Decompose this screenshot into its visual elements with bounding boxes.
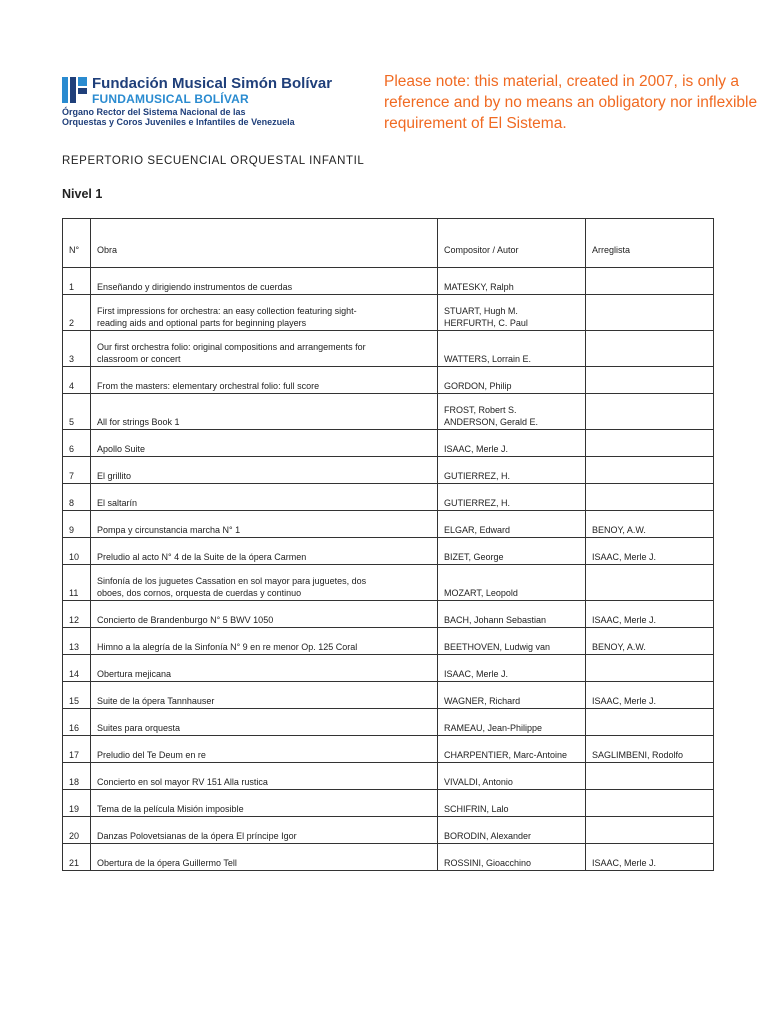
composer: [438, 628, 586, 655]
table-row: [63, 565, 714, 601]
composer-line: GUTIERREZ, H.: [444, 471, 511, 481]
composer: [438, 601, 586, 628]
composer: [438, 817, 586, 844]
composer-line: MOZART, Leopold: [444, 588, 518, 598]
header-arranger: Arreglista: [586, 219, 714, 268]
composer-line: WATTERS, Lorrain E.: [444, 354, 532, 364]
arranger: [586, 484, 714, 511]
organization-logo: [62, 75, 333, 127]
row-number: 10: [63, 538, 91, 565]
row-number: 5: [63, 394, 91, 430]
row-number: 17: [63, 736, 91, 763]
table-row: [63, 844, 714, 871]
table-row: [63, 367, 714, 394]
work-title-line: Pompa y circunstancia marcha N° 1: [97, 525, 241, 535]
work-title-line: Sinfonía de los juguetes Cassation en sol mayor para juguetes, dos: [97, 576, 367, 586]
work-title: [91, 295, 438, 331]
row-number: 18: [63, 763, 91, 790]
row-number: 3: [63, 331, 91, 367]
composer: [438, 682, 586, 709]
row-number: 2: [63, 295, 91, 331]
work-title: [91, 430, 438, 457]
composer: [438, 709, 586, 736]
table-row: [63, 601, 714, 628]
work-title: [91, 709, 438, 736]
work-title: [91, 790, 438, 817]
work-title: [91, 268, 438, 295]
work-title-line: Preludio al acto N° 4 de la Suite de la ópera Carmen: [97, 552, 307, 562]
table-row: [63, 817, 714, 844]
work-title: [91, 484, 438, 511]
table-row: [63, 295, 714, 331]
work-title-line: Obertura de la ópera Guillermo Tell: [97, 858, 237, 868]
table-row: [63, 655, 714, 682]
composer-line: FROST, Robert S.: [444, 405, 517, 415]
work-title: [91, 682, 438, 709]
arranger: [586, 655, 714, 682]
arranger: [586, 295, 714, 331]
table-row: [63, 709, 714, 736]
composer-line: BORODIN, Alexander: [444, 831, 532, 841]
composer: [438, 736, 586, 763]
table-row: [63, 331, 714, 367]
fundamusical-logo-icon: [62, 75, 88, 105]
composer-line: SCHIFRIN, Lalo: [444, 804, 509, 814]
arranger: [586, 430, 714, 457]
row-number: 9: [63, 511, 91, 538]
work-title-line: Apollo Suite: [97, 444, 146, 454]
work-title-line: oboes, dos cornos, orquesta de cuerdas y continuo: [97, 588, 302, 598]
table-row: [63, 790, 714, 817]
arranger: [586, 457, 714, 484]
table-row: [63, 511, 714, 538]
work-title-line: classroom or concert: [97, 354, 181, 364]
row-number: 14: [63, 655, 91, 682]
table-row: [63, 430, 714, 457]
composer: [438, 844, 586, 871]
row-number: 13: [63, 628, 91, 655]
work-title-line: reading aids and optional parts for beginning players: [97, 318, 307, 328]
composer: [438, 511, 586, 538]
work-title: [91, 565, 438, 601]
work-title-line: Obertura mejicana: [97, 669, 172, 679]
row-number: 11: [63, 565, 91, 601]
org-subtitle: [62, 107, 295, 127]
work-title-line: Concierto de Brandenburgo N° 5 BWV 1050: [97, 615, 274, 625]
arranger: ISAAC, Merle J.: [586, 682, 714, 709]
table-header-row: [63, 219, 714, 268]
composer: [438, 295, 586, 331]
header-work: Obra: [91, 219, 438, 268]
row-number: 12: [63, 601, 91, 628]
org-subtitle-line: Órgano Rector del Sistema Nacional de las: [62, 107, 246, 117]
composer-line: ANDERSON, Gerald E.: [444, 417, 539, 427]
org-subtitle-line: Orquestas y Coros Juveniles e Infantiles de Venezuela: [62, 117, 295, 127]
work-title-line: El grillito: [97, 471, 132, 481]
work-title-line: Preludio del Te Deum en re: [97, 750, 206, 760]
row-number: 6: [63, 430, 91, 457]
composer-line: CHARPENTIER, Marc-Antoine: [444, 750, 568, 760]
arranger: SAGLIMBENI, Rodolfo: [586, 736, 714, 763]
repertoire-table: [62, 218, 714, 871]
work-title: [91, 601, 438, 628]
composer: [438, 763, 586, 790]
composer-line: GORDON, Philip: [444, 381, 512, 391]
composer: [438, 484, 586, 511]
composer: [438, 367, 586, 394]
header-composer: Compositor / Autor: [438, 219, 586, 268]
work-title: [91, 394, 438, 430]
org-name: Fundación Musical Simón Bolívar: [92, 75, 333, 92]
level-heading: Nivel 1: [62, 187, 103, 201]
composer: [438, 394, 586, 430]
table-row: [63, 268, 714, 295]
work-title-line: Danzas Polovetsianas de la ópera El príncipe Igor: [97, 831, 297, 841]
org-short-name: FUNDAMUSICAL BOLÍVAR: [92, 92, 249, 106]
arranger: ISAAC, Merle J.: [586, 601, 714, 628]
composer: [438, 655, 586, 682]
work-title-line: Suite de la ópera Tannhauser: [97, 696, 215, 706]
row-number: 8: [63, 484, 91, 511]
work-title: [91, 763, 438, 790]
arranger: [586, 817, 714, 844]
work-title-line: Concierto en sol mayor RV 151 Alla rustica: [97, 777, 268, 787]
table-row: [63, 682, 714, 709]
composer-line: BACH, Johann Sebastian: [444, 615, 547, 625]
table-row: [63, 736, 714, 763]
composer-line: ELGAR, Edward: [444, 525, 511, 535]
table-row: [63, 538, 714, 565]
row-number: 1: [63, 268, 91, 295]
table-row: [63, 628, 714, 655]
work-title-line: Suites para orquesta: [97, 723, 181, 733]
composer: [438, 331, 586, 367]
composer-line: BEETHOVEN, Ludwig van: [444, 642, 551, 652]
row-number: 15: [63, 682, 91, 709]
table-row: [63, 394, 714, 430]
arranger: BENOY, A.W.: [586, 628, 714, 655]
arranger: [586, 394, 714, 430]
arranger: [586, 367, 714, 394]
row-number: 21: [63, 844, 91, 871]
composer-line: HERFURTH, C. Paul: [444, 318, 528, 328]
work-title: [91, 655, 438, 682]
composer: [438, 565, 586, 601]
composer-line: MATESKY, Ralph: [444, 282, 514, 292]
work-title: [91, 367, 438, 394]
row-number: 7: [63, 457, 91, 484]
work-title-line: Our first orchestra folio: original compositions and arrangements for: [97, 342, 366, 352]
arranger: [586, 763, 714, 790]
arranger: [586, 331, 714, 367]
composer-line: ISAAC, Merle J.: [444, 669, 509, 679]
composer: [438, 790, 586, 817]
work-title: [91, 844, 438, 871]
work-title: [91, 331, 438, 367]
row-number: 19: [63, 790, 91, 817]
composer: [438, 268, 586, 295]
work-title: [91, 736, 438, 763]
composer: [438, 457, 586, 484]
arranger: [586, 709, 714, 736]
work-title-line: Himno a la alegría de la Sinfonía N° 9 en re menor Op. 125 Coral: [97, 642, 358, 652]
work-title-line: Enseñando y dirigiendo instrumentos de cuerdas: [97, 282, 293, 292]
header-number: N°: [63, 219, 91, 268]
row-number: 20: [63, 817, 91, 844]
work-title: [91, 511, 438, 538]
work-title-line: Tema de la película Misión imposible: [97, 804, 244, 814]
table-row: [63, 484, 714, 511]
work-title: [91, 817, 438, 844]
row-number: 16: [63, 709, 91, 736]
document-title: REPERTORIO SECUENCIAL ORQUESTAL INFANTIL: [62, 155, 365, 167]
composer-line: BIZET, George: [444, 552, 504, 562]
work-title-line: From the masters: elementary orchestral folio: full score: [97, 381, 320, 391]
work-title: [91, 538, 438, 565]
arranger: ISAAC, Merle J.: [586, 844, 714, 871]
work-title: [91, 457, 438, 484]
table-row: [63, 763, 714, 790]
composer-line: WAGNER, Richard: [444, 696, 521, 706]
work-title-line: First impressions for orchestra: an easy collection featuring sight-: [97, 306, 357, 316]
work-title-line: El saltarín: [97, 498, 138, 508]
composer-line: RAMEAU, Jean-Philippe: [444, 723, 543, 733]
composer: [438, 430, 586, 457]
row-number: 4: [63, 367, 91, 394]
arranger: [586, 790, 714, 817]
table-row: [63, 457, 714, 484]
composer: [438, 538, 586, 565]
composer-line: STUART, Hugh M.: [444, 306, 518, 316]
composer-line: GUTIERREZ, H.: [444, 498, 511, 508]
arranger: BENOY, A.W.: [586, 511, 714, 538]
composer-line: VIVALDI, Antonio: [444, 777, 513, 787]
work-title: [91, 628, 438, 655]
arranger: [586, 268, 714, 295]
composer-line: ROSSINI, Gioacchino: [444, 858, 532, 868]
composer-line: ISAAC, Merle J.: [444, 444, 509, 454]
arranger: [586, 565, 714, 601]
disclaimer-note: Please note: this material, created in 2007, is only a reference and by no means an obligatory nor inflexible requirement of El Sistema.: [384, 73, 758, 132]
arranger: ISAAC, Merle J.: [586, 538, 714, 565]
work-title-line: All for strings Book 1: [97, 417, 180, 427]
